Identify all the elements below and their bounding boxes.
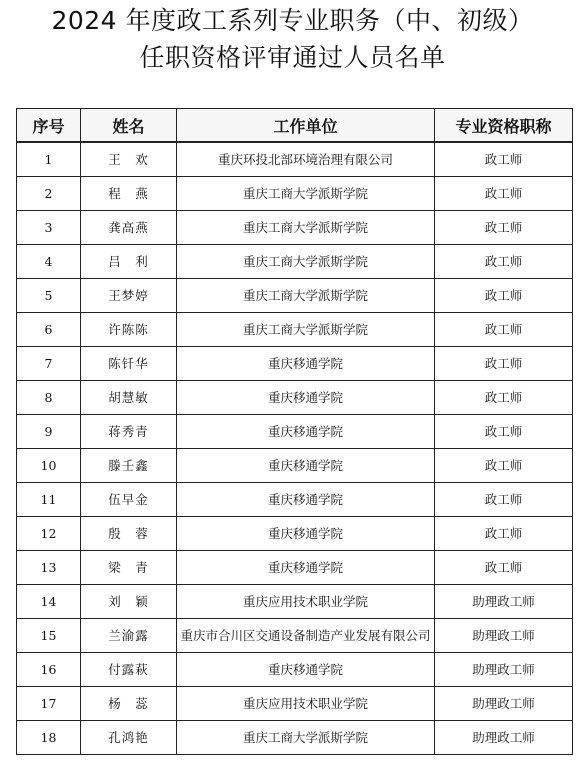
cell-serial-number: 11 <box>17 483 81 517</box>
cell-work-unit: 重庆移通学院 <box>177 381 435 415</box>
cell-name: 兰渝露 <box>81 619 177 653</box>
cell-serial-number: 12 <box>17 517 81 551</box>
cell-name: 伍早金 <box>81 483 177 517</box>
table-body <box>17 142 573 755</box>
document-title-line2: 任职资格评审通过人员名单 <box>139 43 446 72</box>
cell-work-unit: 重庆工商大学派斯学院 <box>177 313 435 347</box>
table-row <box>17 142 573 177</box>
header-qualification-title: 专业资格职称 <box>435 109 573 143</box>
cell-name: 吕 利 <box>81 245 177 279</box>
table-row <box>17 551 573 585</box>
cell-qualification-title: 政工师 <box>435 177 573 211</box>
table-row <box>17 687 573 721</box>
cell-name: 殷 蓉 <box>81 517 177 551</box>
document-title-line1: 2024 年度政工系列专业职务（中、初级） <box>51 6 534 35</box>
cell-serial-number: 7 <box>17 347 81 381</box>
cell-work-unit: 重庆工商大学派斯学院 <box>177 721 435 755</box>
cell-work-unit: 重庆移通学院 <box>177 551 435 585</box>
cell-name: 刘 颖 <box>81 585 177 619</box>
cell-name: 程 燕 <box>81 177 177 211</box>
cell-name: 龚高燕 <box>81 211 177 245</box>
table-row <box>17 483 573 517</box>
cell-name: 梁 青 <box>81 551 177 585</box>
cell-serial-number: 2 <box>17 177 81 211</box>
cell-qualification-title: 政工师 <box>435 142 573 177</box>
table-row <box>17 585 573 619</box>
table-row <box>17 415 573 449</box>
header-serial-number: 序号 <box>17 109 81 143</box>
cell-work-unit: 重庆工商大学派斯学院 <box>177 245 435 279</box>
cell-serial-number: 18 <box>17 721 81 755</box>
cell-name: 杨 蕊 <box>81 687 177 721</box>
cell-work-unit: 重庆移通学院 <box>177 517 435 551</box>
cell-qualification-title: 政工师 <box>435 211 573 245</box>
cell-qualification-title: 助理政工师 <box>435 619 573 653</box>
cell-serial-number: 16 <box>17 653 81 687</box>
table-row <box>17 347 573 381</box>
cell-qualification-title: 政工师 <box>435 517 573 551</box>
cell-name: 王梦婷 <box>81 279 177 313</box>
cell-serial-number: 9 <box>17 415 81 449</box>
cell-serial-number: 4 <box>17 245 81 279</box>
cell-work-unit: 重庆环投北部环境治理有限公司 <box>177 142 435 177</box>
cell-work-unit: 重庆移通学院 <box>177 415 435 449</box>
table-row <box>17 517 573 551</box>
table-row <box>17 653 573 687</box>
cell-name: 滕壬鑫 <box>81 449 177 483</box>
table-row <box>17 177 573 211</box>
table-row <box>17 245 573 279</box>
cell-work-unit: 重庆应用技术职业学院 <box>177 585 435 619</box>
roster-table <box>16 108 573 755</box>
header-work-unit: 工作单位 <box>177 109 435 143</box>
cell-work-unit: 重庆应用技术职业学院 <box>177 687 435 721</box>
cell-qualification-title: 政工师 <box>435 313 573 347</box>
cell-serial-number: 13 <box>17 551 81 585</box>
cell-name: 王 欢 <box>81 142 177 177</box>
cell-work-unit: 重庆移通学院 <box>177 347 435 381</box>
table-row <box>17 279 573 313</box>
cell-name: 蒋秀青 <box>81 415 177 449</box>
table-row <box>17 721 573 755</box>
cell-qualification-title: 政工师 <box>435 381 573 415</box>
cell-qualification-title: 政工师 <box>435 245 573 279</box>
table-row <box>17 381 573 415</box>
cell-serial-number: 8 <box>17 381 81 415</box>
cell-serial-number: 10 <box>17 449 81 483</box>
cell-serial-number: 1 <box>17 142 81 177</box>
cell-serial-number: 15 <box>17 619 81 653</box>
table-row <box>17 211 573 245</box>
cell-work-unit: 重庆工商大学派斯学院 <box>177 279 435 313</box>
cell-qualification-title: 政工师 <box>435 415 573 449</box>
cell-work-unit: 重庆移通学院 <box>177 653 435 687</box>
cell-work-unit: 重庆市合川区交通设备制造产业发展有限公司 <box>177 619 435 653</box>
header-name: 姓名 <box>81 109 177 143</box>
cell-qualification-title: 政工师 <box>435 449 573 483</box>
cell-qualification-title: 政工师 <box>435 551 573 585</box>
cell-work-unit: 重庆移通学院 <box>177 483 435 517</box>
cell-serial-number: 3 <box>17 211 81 245</box>
cell-work-unit: 重庆工商大学派斯学院 <box>177 177 435 211</box>
cell-serial-number: 14 <box>17 585 81 619</box>
cell-qualification-title: 助理政工师 <box>435 687 573 721</box>
cell-qualification-title: 政工师 <box>435 279 573 313</box>
table-row <box>17 619 573 653</box>
cell-name: 孔鸿艳 <box>81 721 177 755</box>
table-header <box>17 109 573 143</box>
cell-name: 胡慧敏 <box>81 381 177 415</box>
cell-name: 许陈陈 <box>81 313 177 347</box>
cell-qualification-title: 政工师 <box>435 483 573 517</box>
cell-qualification-title: 助理政工师 <box>435 585 573 619</box>
cell-work-unit: 重庆移通学院 <box>177 449 435 483</box>
cell-qualification-title: 助理政工师 <box>435 721 573 755</box>
cell-name: 陈钎华 <box>81 347 177 381</box>
cell-serial-number: 17 <box>17 687 81 721</box>
cell-serial-number: 6 <box>17 313 81 347</box>
header-row <box>17 109 573 143</box>
table-row <box>17 449 573 483</box>
cell-qualification-title: 政工师 <box>435 347 573 381</box>
cell-name: 付露萩 <box>81 653 177 687</box>
cell-work-unit: 重庆工商大学派斯学院 <box>177 211 435 245</box>
table-row <box>17 313 573 347</box>
cell-serial-number: 5 <box>17 279 81 313</box>
cell-qualification-title: 助理政工师 <box>435 653 573 687</box>
